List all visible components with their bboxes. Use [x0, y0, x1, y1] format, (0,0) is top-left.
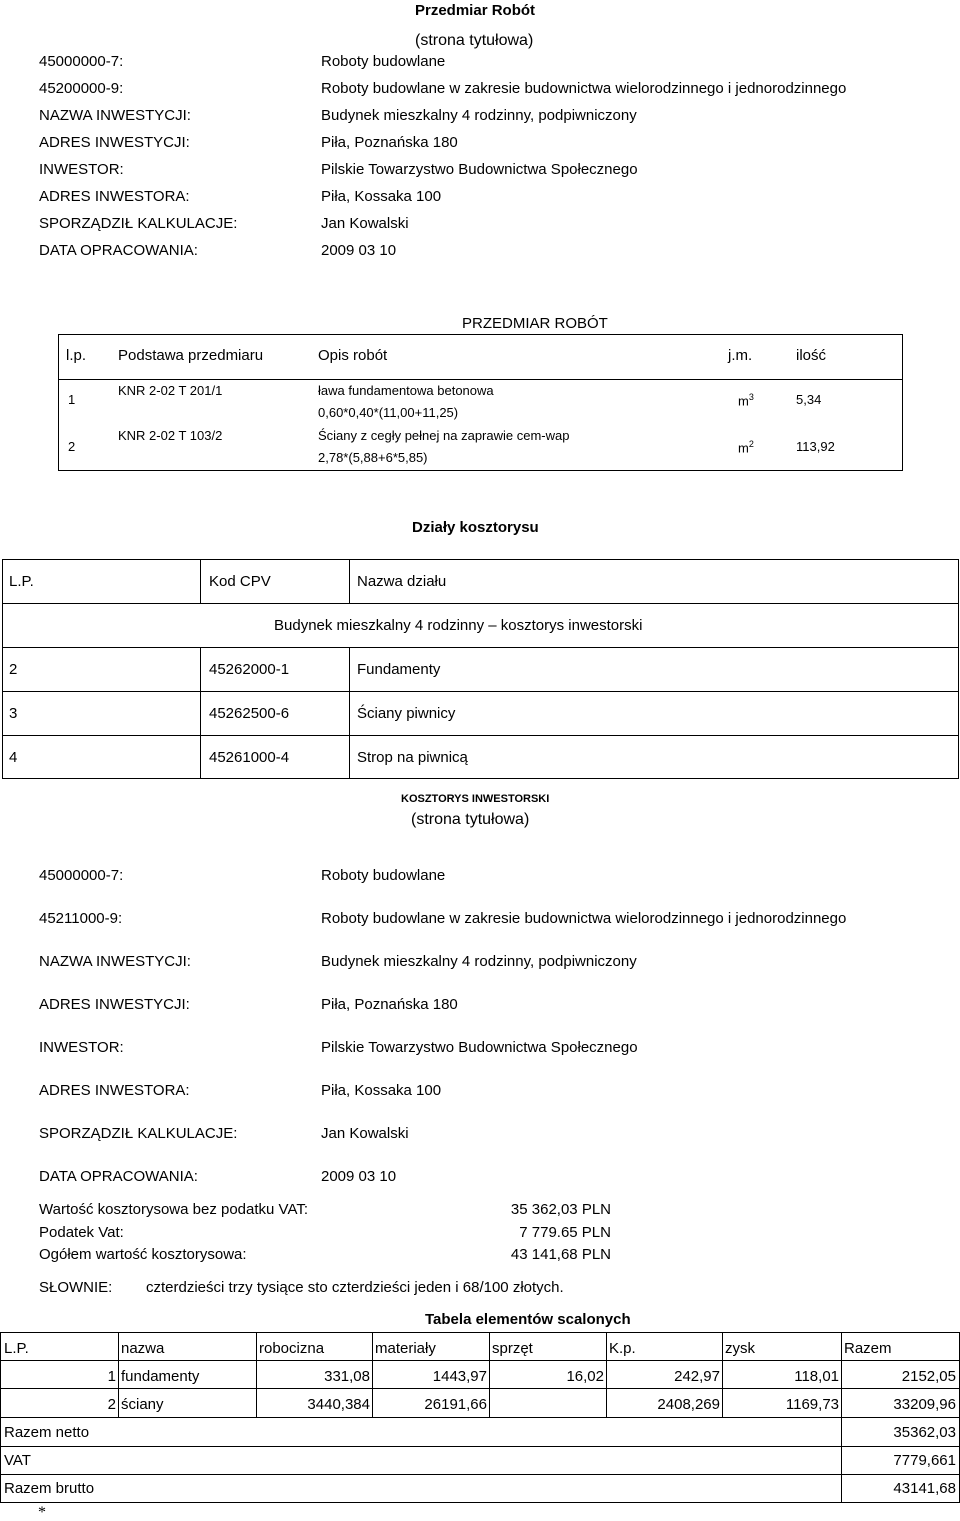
info-value: Roboty budowlane w zakresie budownictwa wielorodzinnego i jednorodzinnego	[321, 80, 847, 97]
column-header: Nazwa działu	[357, 573, 447, 590]
info-value: Budynek mieszkalny 4 rodzinny, podpiwniczony	[321, 953, 637, 970]
info-label: INWESTOR:	[39, 161, 124, 178]
info-label: ADRES INWESTORA:	[39, 188, 190, 205]
info-value: Piła, Kossaka 100	[321, 188, 442, 205]
column-header: l.p.	[66, 347, 87, 364]
column-header: Razem	[844, 1340, 892, 1357]
dzialy-group-row: Budynek mieszkalny 4 rodzinny – kosztorys inwestorski	[274, 617, 643, 634]
column-header: zysk	[725, 1340, 755, 1357]
dzialy-title: Działy kosztorysu	[412, 519, 539, 536]
summary-label: Ogółem wartość kosztorysowa:	[39, 1246, 247, 1263]
info-label: NAZWA INWESTYCJI:	[39, 107, 191, 124]
slownie-value: czterdzieści trzy tysiące sto czterdzieści jeden i 68/100 złotych.	[146, 1279, 564, 1296]
info-value: Piła, Poznańska 180	[321, 134, 458, 151]
info-value: 2009 03 10	[321, 242, 397, 259]
column-header: L.P.	[9, 573, 34, 590]
info-value: Budynek mieszkalny 4 rodzinny, podpiwniczony	[321, 107, 637, 124]
column-header: j.m.	[728, 347, 753, 364]
slownie-label: SŁOWNIE:	[39, 1279, 113, 1296]
column-header: materiały	[375, 1340, 436, 1357]
summary-value: 43 141,68 PLN	[510, 1246, 611, 1263]
column-header: sprzęt	[492, 1340, 533, 1357]
info-value: Piła, Kossaka 100	[321, 1082, 442, 1099]
info-label: SPORZĄDZIŁ KALKULACJE:	[39, 215, 238, 232]
info-label: 45200000-9:	[39, 80, 124, 97]
info-value: Piła, Poznańska 180	[321, 996, 458, 1013]
info-label: SPORZĄDZIŁ KALKULACJE:	[39, 1125, 238, 1142]
footnote-asterisk: *	[38, 1504, 46, 1521]
info-label: ADRES INWESTORA:	[39, 1082, 190, 1099]
summary-value: 35 362,03 PLN	[510, 1201, 611, 1218]
column-header: Opis robót	[318, 347, 388, 364]
info-label: NAZWA INWESTYCJI:	[39, 953, 191, 970]
tabela-title: Tabela elementów scalonych	[425, 1311, 631, 1328]
info-label: ADRES INWESTYCJI:	[39, 134, 190, 151]
column-header: robocizna	[259, 1340, 325, 1357]
column-header: nazwa	[121, 1340, 165, 1357]
dzialy-table	[2, 559, 959, 779]
kosztorys-subtitle: (strona tytułowa)	[411, 811, 530, 828]
info-label: DATA OPRACOWANIA:	[39, 1168, 198, 1185]
przedmiar-subtitle: (strona tytułowa)	[415, 32, 534, 49]
info-label: 45000000-7:	[39, 53, 124, 70]
kosztorys-title: KOSZTORYS INWESTORSKI	[401, 793, 550, 805]
info-value: Jan Kowalski	[321, 1125, 409, 1142]
info-value: 2009 03 10	[321, 1168, 397, 1185]
przedmiar-title: Przedmiar Robót	[415, 2, 536, 19]
info-value: Jan Kowalski	[321, 215, 409, 232]
column-header: L.P.	[4, 1340, 29, 1357]
summary-label: Wartość kosztorysowa bez podatku VAT:	[39, 1201, 308, 1218]
column-header: Kod CPV	[209, 573, 271, 590]
info-label: 45211000-9:	[39, 910, 123, 927]
info-value: Roboty budowlane w zakresie budownictwa wielorodzinnego i jednorodzinnego	[321, 910, 847, 927]
summary-label: Podatek Vat:	[39, 1224, 124, 1241]
info-value: Pilskie Towarzystwo Budownictwa Społecznego	[321, 161, 638, 178]
przedmiar-table-title: PRZEDMIAR ROBÓT	[462, 315, 608, 332]
info-value: Roboty budowlane	[321, 867, 446, 884]
info-label: 45000000-7:	[39, 867, 124, 884]
column-header: ilość	[796, 347, 827, 364]
info-label: INWESTOR:	[39, 1039, 124, 1056]
info-value: Roboty budowlane	[321, 53, 446, 70]
summary-value: 7 779.65 PLN	[519, 1224, 611, 1241]
column-header: K.p.	[609, 1340, 636, 1357]
column-header: Podstawa przedmiaru	[118, 347, 264, 364]
info-label: DATA OPRACOWANIA:	[39, 242, 198, 259]
info-label: ADRES INWESTYCJI:	[39, 996, 190, 1013]
info-value: Pilskie Towarzystwo Budownictwa Społecznego	[321, 1039, 638, 1056]
